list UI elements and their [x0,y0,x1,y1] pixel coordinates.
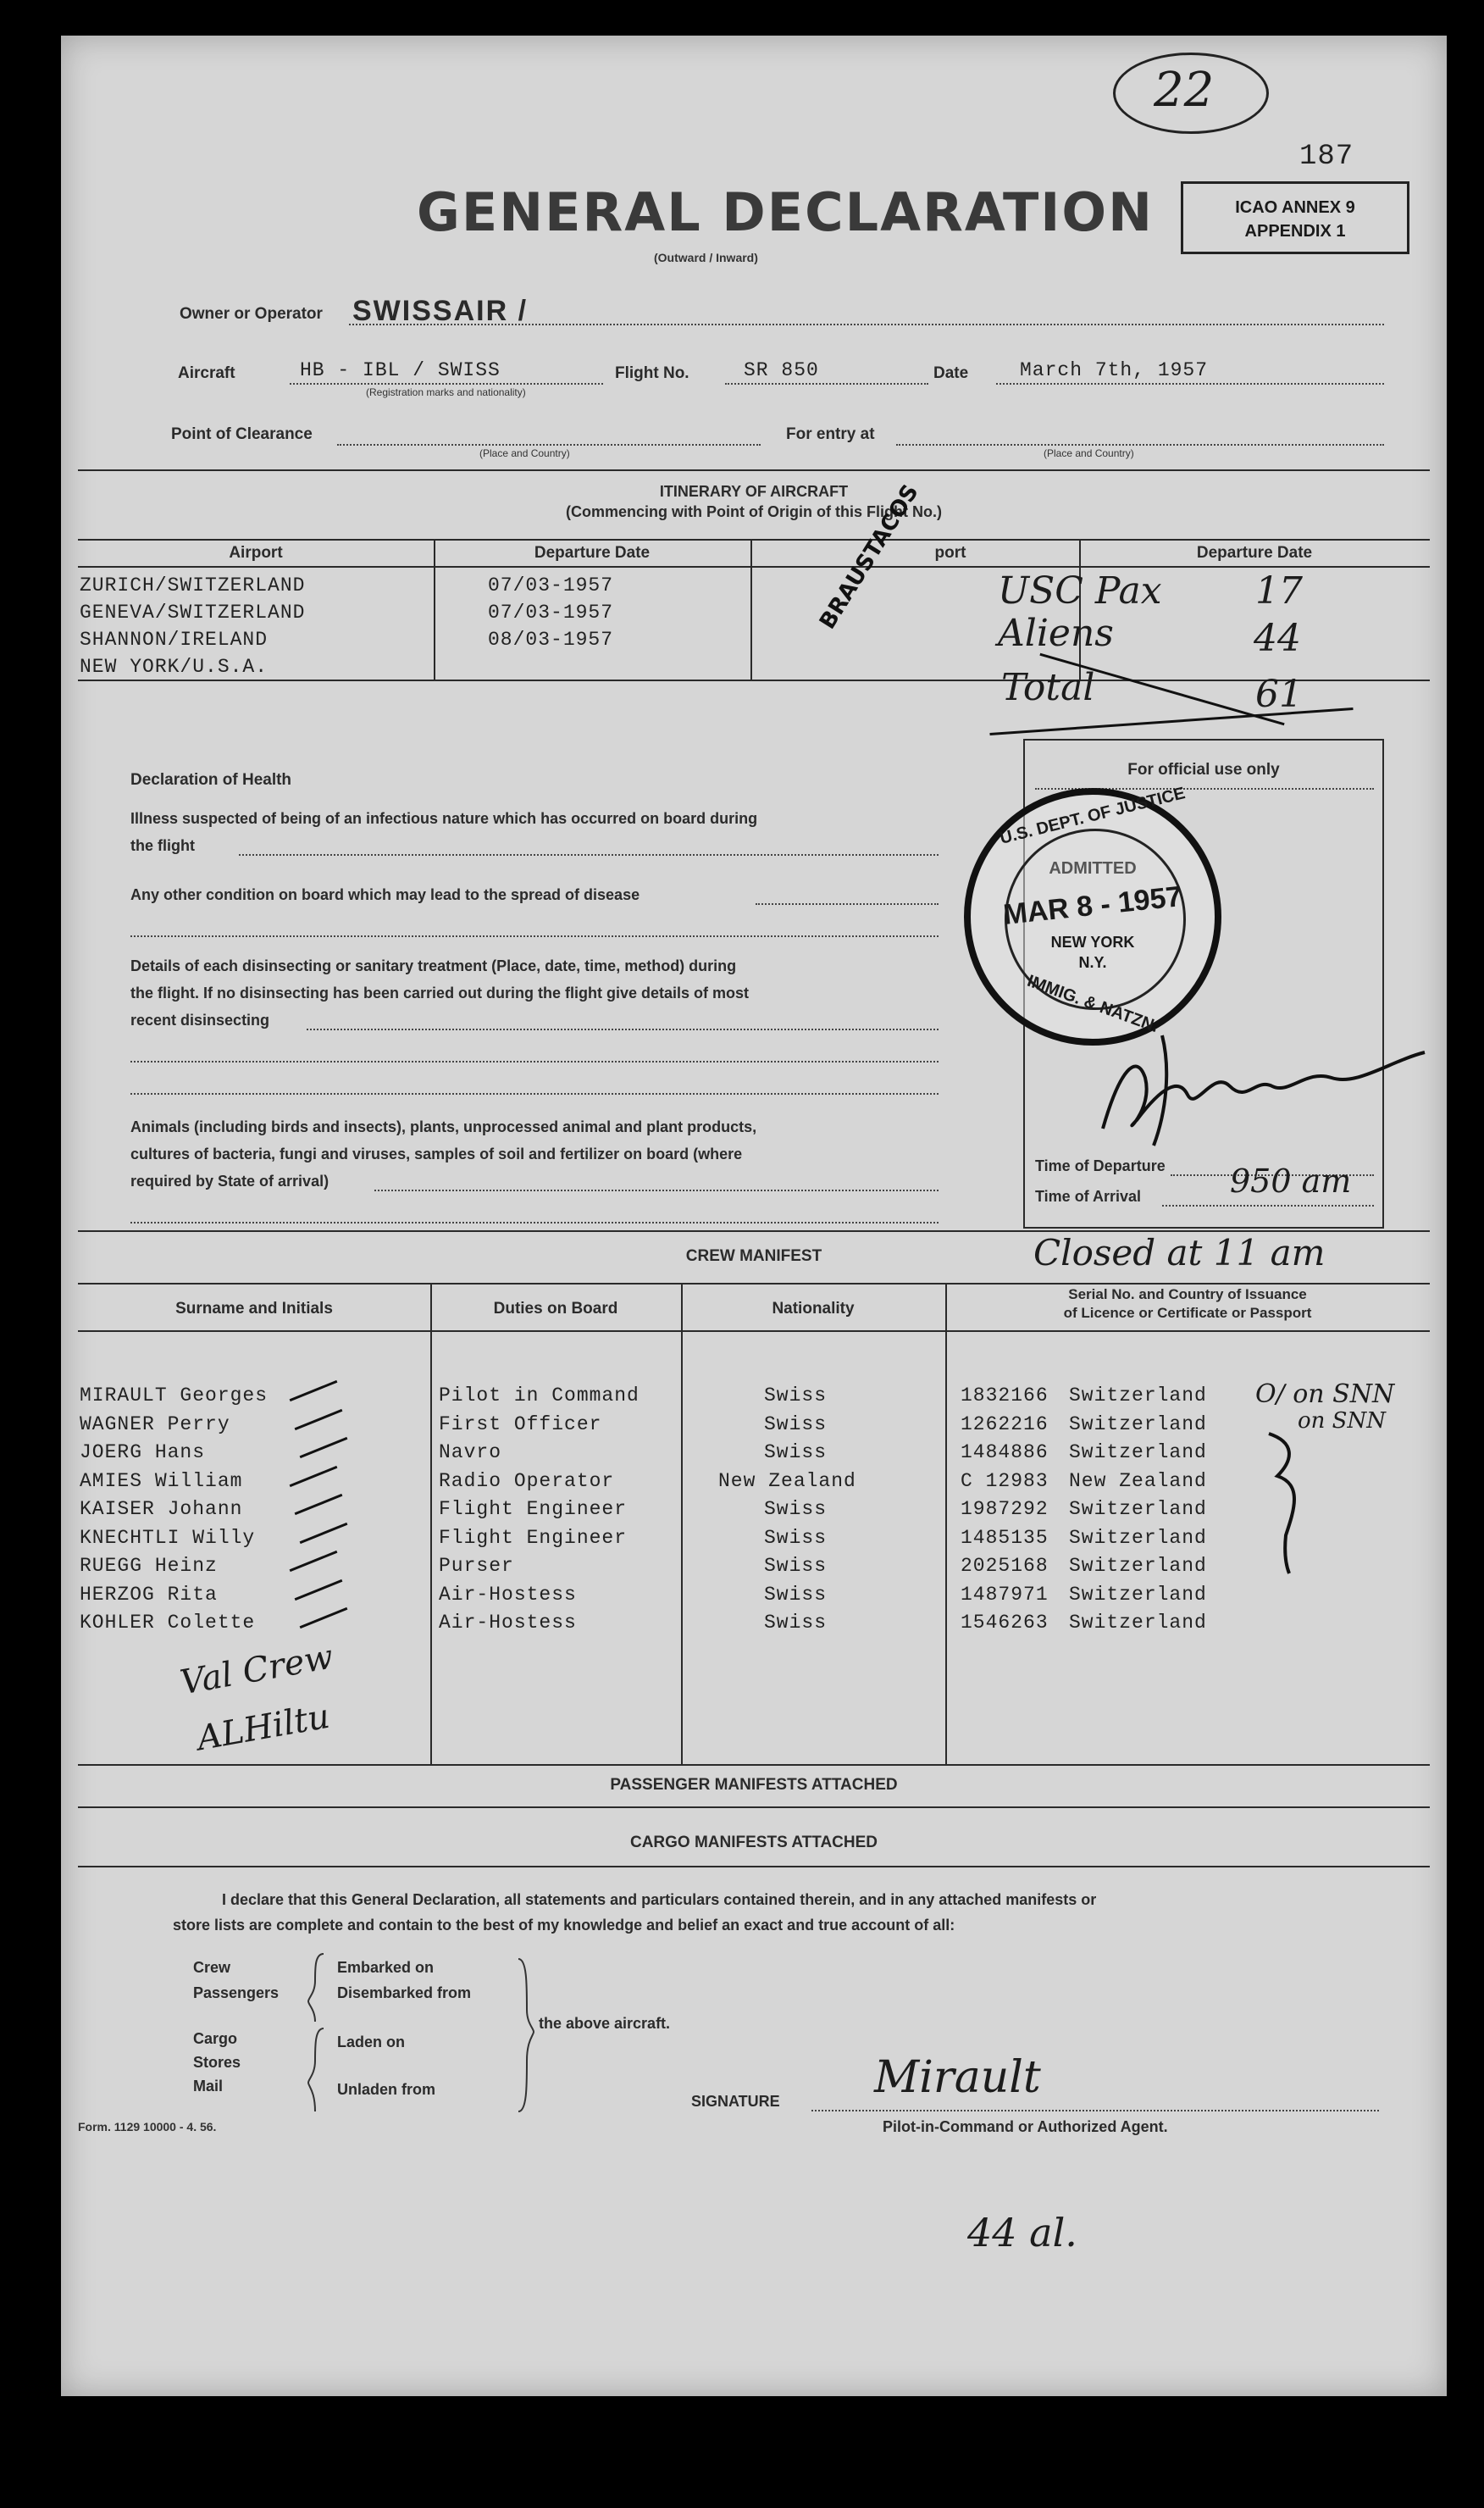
crew-col-name: Surname and Initials [175,1300,333,1318]
crew-serial: 2025168 [961,1555,1049,1577]
official-title: For official use only [1127,761,1280,779]
annex-line-2: APPENDIX 1 [1244,222,1346,241]
hand-note-aliens: Aliens [998,612,1114,655]
itinerary-date-1: 07/03-1957 [488,574,614,596]
date-line [996,383,1384,385]
health-disinsecting-line [307,1029,939,1030]
crew-serial: 1987292 [961,1498,1049,1520]
crew-name: KNECHTLI Willy [80,1526,256,1549]
owner-label: Owner or Operator [180,305,323,323]
bracket-passengers: Passengers [193,1984,280,2001]
crew-name: WAGNER Perry [80,1412,230,1435]
immigration-stamp [964,784,1221,1046]
crew-name: AMIES William [80,1469,243,1492]
crew-duty: Flight Engineer [439,1498,628,1520]
stamp-city: NEW YORK [1050,934,1135,951]
itinerary-col-airport: Airport [229,544,283,562]
crew-serial: C 12983 [961,1469,1049,1492]
clearance-note: (Place and Country) [479,447,570,459]
health-disinsecting-3: recent disinsecting [130,1012,270,1029]
form-number: Form. 1129 10000 - 4. 56. [78,2120,217,2133]
crew-duty: Navro [439,1441,502,1463]
crew-bracket-scrawl [1260,1408,1328,1578]
crew-nationality: Swiss [764,1412,828,1435]
crew-duty: First Officer [439,1412,602,1435]
crew-country: Switzerland [1069,1498,1207,1520]
crew-side-note-2: on SNN [1298,1408,1386,1434]
crew-duty: Flight Engineer [439,1526,628,1549]
health-illness-2: the flight [130,837,195,854]
itinerary-col-departure-2: Departure Date [1196,544,1313,562]
bracket-cargo: Cargo [193,2030,238,2047]
crew-check-mark [290,1465,338,1486]
crew-col-rule [78,1330,1430,1332]
declaration-rule [78,1866,1430,1867]
health-disinsecting-line-2 [130,1061,939,1063]
itinerary-title: ITINERARY OF AIRCRAFT [659,483,849,500]
stamp-bottom-text: IMMIG. & NATZN. [1024,971,1161,1037]
crew-col-serial-2: of Licence or Certificate or Passport [1063,1305,1312,1321]
crew-serial: 1484886 [961,1441,1049,1463]
crew-duty: Air-Hostess [439,1612,577,1634]
itinerary-col-airport-2: port [934,544,966,562]
page-title: GENERAL DECLARATION [417,181,1154,243]
bracket-unladen: Unladen from [337,2081,436,2098]
itinerary-date-2: 07/03-1957 [488,602,614,624]
signature-value: Mirault [874,2052,1041,2103]
passenger-rule [78,1764,1430,1766]
crew-duty: Radio Operator [439,1469,615,1492]
health-other-line-2 [130,935,939,937]
crew-div-3 [945,1283,947,1764]
crew-check-mark [300,1607,348,1629]
crew-country: Switzerland [1069,1612,1207,1634]
clearance-label: Point of Clearance [171,425,313,443]
crew-check-mark [295,1494,343,1515]
health-other-line [756,903,939,905]
annex-line-1: ICAO ANNEX 9 [1235,198,1355,217]
health-other: Any other condition on board which may lead to the spread of disease [130,886,640,903]
crew-check-mark [290,1551,338,1572]
declaration-line-1: I declare that this General Declaration, all statements and particulars contained therein, and in any attached manifests or [222,1891,1097,1908]
passenger-manifest: PASSENGER MANIFESTS ATTACHED [610,1776,898,1794]
stamp-admitted: ADMITTED [1049,859,1137,878]
crew-check-mark [295,1408,343,1429]
stamp-date: MAR 8 - 1957 [1001,880,1184,931]
annex-box [1181,181,1409,254]
crew-duty: Purser [439,1555,514,1577]
crew-nationality: Swiss [764,1583,828,1606]
aircraft-line [290,383,603,385]
total-underline [989,707,1353,735]
signature-label: SIGNATURE [691,2093,780,2110]
flight-label: Flight No. [615,364,689,382]
crew-name: JOERG Hans [80,1441,206,1463]
crew-country: New Zealand [1069,1469,1207,1492]
itinerary-bottom-rule [78,680,1430,681]
hand-note-usc: USC Pax [998,569,1162,613]
crew-serial: 1262216 [961,1412,1049,1435]
itinerary-top-rule [78,469,1430,471]
health-illness-line [239,854,939,856]
crew-check-mark [300,1437,348,1458]
itinerary-subtitle: (Commencing with Point of Origin of this Flight No.) [566,503,942,520]
declaration-line-2: store lists are complete and contain to the best of my knowledge and belief an exact and true account of all: [173,1917,955,1934]
health-disinsecting-line-3 [130,1093,939,1095]
page-subtitle: (Outward / Inward) [654,251,758,264]
bottom-note: 44 al. [967,2210,1077,2256]
crew-name: KOHLER Colette [80,1612,256,1634]
crew-nationality: Swiss [764,1612,828,1634]
entry-note: (Place and Country) [1044,447,1134,459]
crew-name: RUEGG Heinz [80,1555,218,1577]
crew-check-mark [295,1579,343,1600]
cargo-rule [78,1806,1430,1808]
health-disinsecting-1: Details of each disinsecting or sanitary treatment (Place, date, time, method) during [130,957,737,974]
crew-nationality: Swiss [764,1441,828,1463]
hand-note-total: Total [1001,666,1095,709]
itinerary-col-rule [78,566,1430,568]
declaration-page [61,36,1447,2396]
page-number: 187 [1299,141,1354,173]
signature-caption: Pilot-in-Command or Authorized Agent. [883,2118,1168,2135]
crew-name: HERZOG Rita [80,1583,218,1606]
crew-div-2 [681,1283,683,1764]
stamp-state: N.Y. [1078,954,1107,971]
crew-country: Switzerland [1069,1412,1207,1435]
crew-nationality: Swiss [764,1384,828,1407]
crew-closed-note: Closed at 11 am [1033,1232,1326,1273]
bracket-embarked: Embarked on [337,1959,435,1976]
crew-serial: 1546263 [961,1612,1049,1634]
aircraft-value: HB - IBL / SWISS [300,359,501,381]
crew-country: Switzerland [1069,1441,1207,1463]
health-animals-2: cultures of bacteria, fungi and viruses, samples of soil and fertilizer on board (where [130,1146,743,1162]
crew-nationality: Swiss [764,1555,828,1577]
official-arrival-value: 950 am [1230,1162,1352,1200]
aircraft-note: (Registration marks and nationality) [366,386,526,398]
crew-hand-name-1: Val Crew [177,1637,336,1703]
date-label: Date [933,364,969,382]
crew-serial: 1832166 [961,1384,1049,1407]
crew-name: KAISER Johann [80,1498,243,1520]
crew-country: Switzerland [1069,1384,1207,1407]
owner-value: SWISSAIR / [352,295,529,327]
health-illness-1: Illness suspected of being of an infectious nature which has occurred on board during [130,810,758,827]
itinerary-airport-3: SHANNON/IRELAND [80,629,269,651]
crew-side-note-1: O/ on SNN [1255,1379,1395,1409]
crew-col-nationality: Nationality [772,1300,855,1318]
bracket-disembarked: Disembarked from [337,1984,472,2001]
itinerary-col-departure: Departure Date [534,544,651,562]
date-value: March 7th, 1957 [1020,359,1209,381]
itinerary-stamp: BRAUSTACOS [815,480,924,634]
itinerary-header-rule [78,539,1430,541]
crew-name: MIRAULT Georges [80,1384,269,1407]
health-disinsecting-2: the flight. If no disinsecting has been carried out during the flight give details of most [130,985,750,1002]
official-arrival-label: Time of Arrival [1035,1188,1142,1205]
crew-title: CREW MANIFEST [685,1247,822,1265]
bracket-marks [307,1950,544,2120]
health-title: Declaration of Health [130,771,292,789]
flight-value: SR 850 [744,359,819,381]
crew-check-mark [290,1380,338,1401]
crew-serial: 1485135 [961,1526,1049,1549]
entry-line [896,444,1384,446]
bracket-stores: Stores [193,2054,241,2071]
crew-col-duties: Duties on Board [493,1300,618,1318]
itinerary-airport-1: ZURICH/SWITZERLAND [80,574,306,596]
stamp-top-text: U.S. DEPT. OF JUSTICE [998,784,1188,848]
hand-number-17: 17 [1255,569,1303,613]
itinerary-date-3: 08/03-1957 [488,629,614,651]
crew-check-mark [300,1522,348,1543]
crew-country: Switzerland [1069,1526,1207,1549]
health-animals-line [374,1190,939,1191]
health-animals-3: required by State of arrival) [130,1173,329,1190]
bracket-crew: Crew [193,1959,231,1976]
hand-number-61: 61 [1255,673,1303,716]
hand-number-44: 44 [1254,617,1301,660]
crew-nationality: Swiss [764,1498,828,1520]
aircraft-label: Aircraft [178,364,235,382]
flight-line [725,383,928,385]
crew-duty: Pilot in Command [439,1384,640,1407]
crew-nationality: Swiss [764,1526,828,1549]
crew-header-rule [78,1283,1430,1285]
itinerary-div-2 [750,539,752,680]
official-arrival-line [1162,1205,1374,1207]
crew-div-1 [430,1283,432,1764]
health-animals-1: Animals (including birds and insects), plants, unprocessed animal and plant products, [130,1118,757,1135]
crew-col-serial-1: Serial No. and Country of Issuance [1068,1286,1307,1302]
bracket-laden: Laden on [337,2034,405,2050]
hand-number: 22 [1154,63,1215,118]
bracket-mail: Mail [193,2078,224,2095]
bracket-above: the above aircraft. [539,2015,671,2032]
signature-line [811,2110,1379,2111]
crew-country: Switzerland [1069,1555,1207,1577]
crew-hand-name-2: ALHiltu [194,1696,333,1759]
itinerary-airport-2: GENEVA/SWITZERLAND [80,602,306,624]
entry-label: For entry at [786,425,875,443]
crew-serial: 1487971 [961,1583,1049,1606]
official-signature [1086,1018,1442,1154]
clearance-line [337,444,761,446]
owner-line [349,324,1384,325]
itinerary-airport-4: NEW YORK/U.S.A. [80,656,269,678]
crew-nationality: New Zealand [718,1469,856,1492]
cargo-manifest: CARGO MANIFESTS ATTACHED [629,1834,878,1851]
health-animals-line-2 [130,1222,939,1223]
crew-duty: Air-Hostess [439,1583,577,1606]
official-departure-label: Time of Departure [1035,1157,1166,1174]
crew-country: Switzerland [1069,1583,1207,1606]
